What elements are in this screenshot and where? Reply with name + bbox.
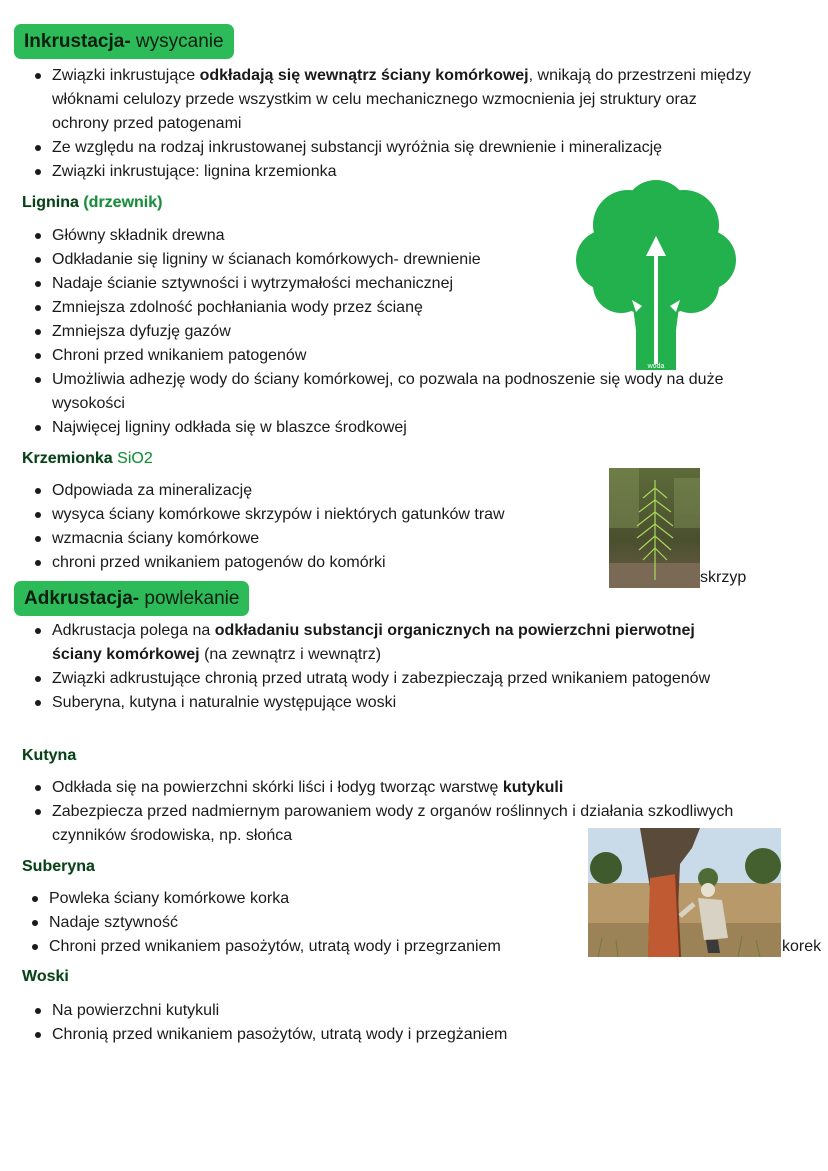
subtitle-woski: Woski: [22, 968, 69, 985]
list-item: Zmniejsza dyfuzję gazów: [32, 320, 752, 344]
caption-skrzyp: skrzyp: [700, 569, 747, 586]
list-item: Chronią przed wnikaniem pasożytów, utratą wody i przegżaniem: [32, 1023, 752, 1047]
caption-korek: korek: [782, 938, 822, 955]
list-item: Adkrustacja polega na odkładaniu substancji organicznych na powierzchni pierwotnej ściany komórkowej (na zewnątrz i wewnątrz): [32, 619, 722, 667]
list-item: Nadaje ścianie sztywności i wytrzymałości mechanicznej: [32, 272, 752, 296]
list-item: Powleka ściany komórkowe korka: [29, 887, 589, 911]
list-item: Odpowiada za mineralizację: [32, 479, 592, 503]
cork-harvest-photo: [588, 828, 781, 957]
subtitle-krzemionka: Krzemionka SiO2: [22, 450, 153, 467]
subtitle-lignina: Lignina (drzewnik): [22, 194, 163, 211]
inkrustacja-list: [32, 64, 752, 184]
list-item: Związki adkrustujące chronią przed utratą wody i zabezpieczają przed wnikaniem patogenów: [32, 667, 722, 691]
list-item: Najwięcej ligniny odkłada się w blaszce środkowej: [32, 416, 752, 440]
list-item: Zabezpiecza przed nadmiernym parowaniem wody z organów roślinnych i działania szkodliwych czynników środowiska, np. słońca: [32, 800, 752, 848]
list-item: Nadaje sztywność: [29, 911, 589, 935]
suberyna-list: [29, 887, 589, 959]
list-item: Suberyna, kutyna i naturalnie występujące woski: [32, 691, 722, 715]
section-title-inkrustacja: Inkrustacja- wysycanie: [14, 24, 234, 59]
list-item: Odkładanie się ligniny w ścianach komórkowych- drewnienie: [32, 248, 752, 272]
list-item: Ze względu na rodzaj inkrustowanej substancji wyróżnia się drewnienie i mineralizację: [32, 136, 752, 160]
list-item: Chroni przed wnikaniem patogenów: [32, 344, 752, 368]
subtitle-kutyna: Kutyna: [22, 747, 77, 764]
list-item: wysyca ściany komórkowe skrzypów i niektórych gatunków traw: [32, 503, 592, 527]
krzemionka-list: [32, 479, 592, 575]
woski-list: [32, 999, 752, 1047]
tree-label: woda: [647, 363, 665, 370]
list-item: wzmacnia ściany komórkowe: [32, 527, 592, 551]
section-title-adkrustacja: Adkrustacja- powlekanie: [14, 581, 249, 616]
list-item: Zmniejsza zdolność pochłaniania wody przez ścianę: [32, 296, 752, 320]
horsetail-photo: [609, 468, 700, 588]
list-item: Chroni przed wnikaniem pasożytów, utratą wody i przegrzaniem: [29, 935, 589, 959]
tree-icon: [576, 180, 736, 372]
list-item: Na powierzchni kutykuli: [32, 999, 752, 1023]
list-item: Główny składnik drewna: [32, 224, 752, 248]
list-item: chroni przed wnikaniem patogenów do komórki: [32, 551, 592, 575]
list-item: Odkłada się na powierzchni skórki liści i łodyg tworząc warstwę kutykuli: [32, 776, 752, 800]
list-item: Umożliwia adhezję wody do ściany komórkowej, co pozwala na podnoszenie się wody na duże wysokości: [32, 368, 752, 416]
subtitle-suberyna: Suberyna: [22, 858, 95, 875]
adkrustacja-list: [32, 619, 722, 715]
list-item: Związki inkrustujące: lignina krzemionka: [32, 160, 752, 184]
list-item: Związki inkrustujące odkładają się wewnątrz ściany komórkowej, wnikają do przestrzeni między włóknami celulozy przede wszystkim w celu mechanicznego wzmocnienia jej struktury oraz ochrony przed patogenami: [32, 64, 752, 136]
